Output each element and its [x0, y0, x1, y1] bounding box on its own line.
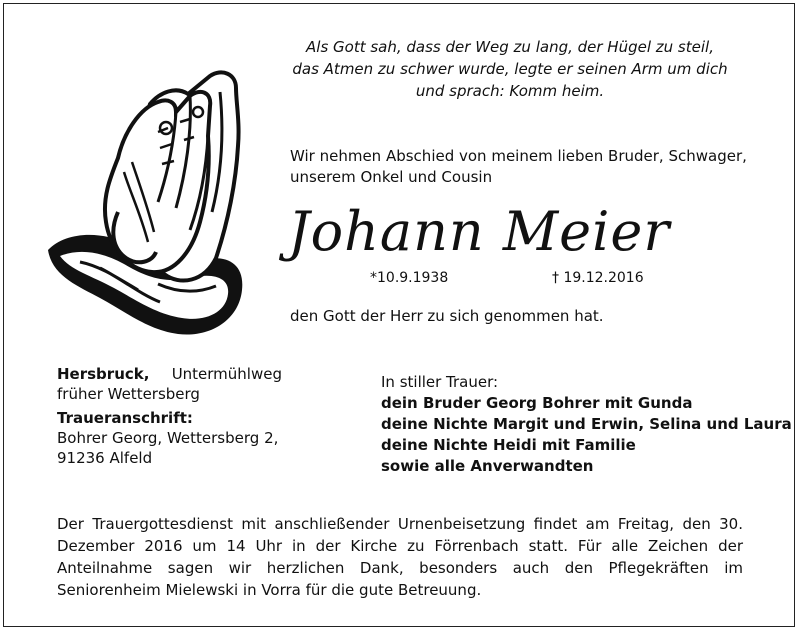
mourner-name: dein Bruder Georg Bohrer mit Gunda [381, 394, 693, 412]
mourner-name: deine Nichte Heidi mit Familie [381, 436, 636, 454]
closing-line: den Gott der Herr zu sich genommen hat. [290, 307, 604, 325]
service-info: Der Trauergottesdienst mit anschließender Urnenbeisetzung findet am Freitag, den 30. Dezember 2016 um 14 Uhr in der Kirche zu Förrenbach statt. Für alle Zeichen der Anteilnahme sagen wir herzlichen Dank, besonders auch den Pflegekräften im Seniorenheim Mielewski in Vorra für die gute Betreuung. [57, 515, 743, 599]
death-date: † 19.12.2016 [552, 270, 644, 286]
town-row [57, 364, 282, 384]
mourners-block [381, 372, 792, 477]
intro-line: unserem Onkel und Cousin [290, 168, 493, 186]
street-name: Untermühlweg [171, 365, 282, 383]
birth-date: *10.9.1938 [370, 270, 449, 286]
mourners-heading: In stiller Trauer: [381, 373, 499, 391]
former-town: früher Wettersberg [57, 385, 200, 403]
mourner-name: deine Nichte Margit und Erwin, Selina und Laura [381, 415, 792, 433]
town-name: Hersbruck, [57, 365, 150, 383]
deceased-name: Johann Meier [288, 200, 671, 263]
address-line: Bohrer Georg, Wettersberg 2, [57, 429, 279, 447]
poem-line: und sprach: Komm heim. [415, 82, 605, 100]
praying-hands-icon [40, 62, 255, 347]
poem-line: Als Gott sah, dass der Weg zu lang, der Hügel zu steil, [306, 38, 714, 56]
mourner-name: sowie alle Anverwandten [381, 457, 594, 475]
address-block [57, 364, 282, 468]
poem [290, 36, 730, 102]
address-line: 91236 Alfeld [57, 449, 153, 467]
intro-line: Wir nehmen Abschied von meinem lieben Bruder, Schwager, [290, 147, 747, 165]
farewell-intro [290, 146, 760, 188]
poem-line: das Atmen zu schwer wurde, legte er seinen Arm um dich [292, 60, 728, 78]
address-label: Traueranschrift: [57, 409, 193, 427]
